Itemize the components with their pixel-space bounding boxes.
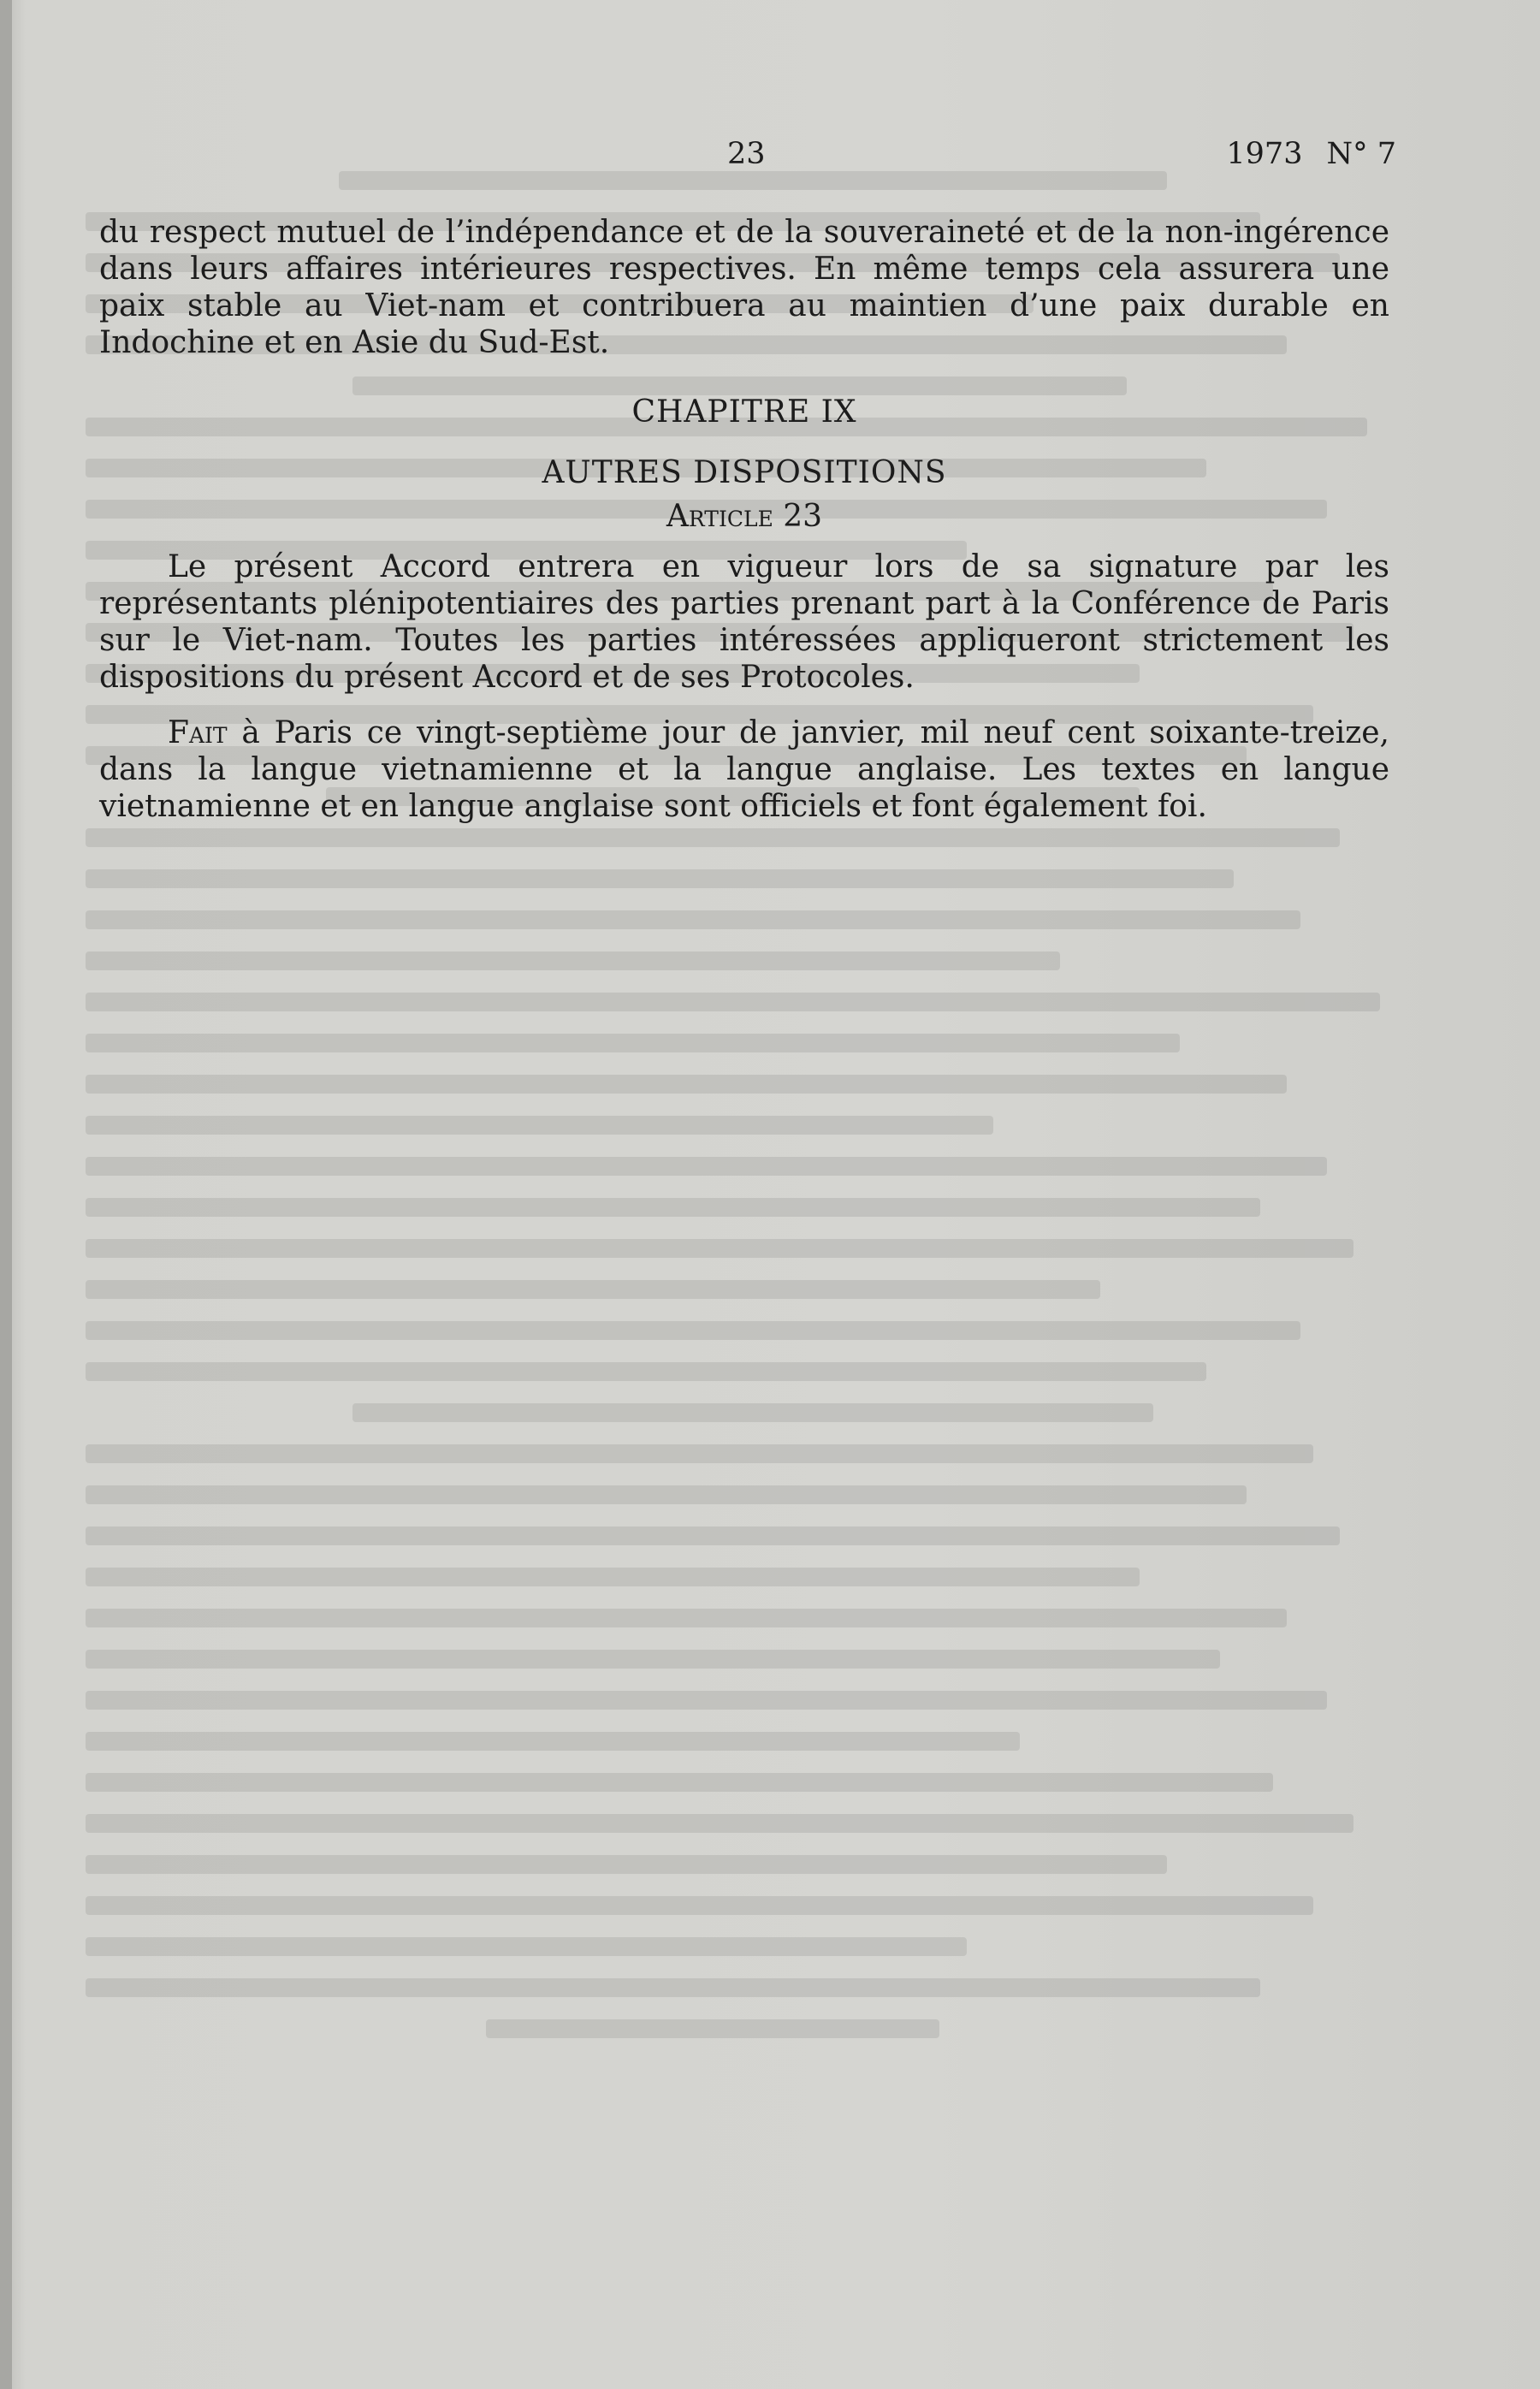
document-issue-number: N° 7: [1326, 137, 1396, 171]
closing-paragraph: [99, 714, 1389, 825]
article-paragraph: Le présent Accord entrera en vigueur lors de sa signature par les représentants plénipotentiaires des parties prenant part à la Conférence de Paris sur le Viet-nam. Toutes les parties intéressées appliqueront strictement les dispositions du présent Accord et de ses Protocoles.: [99, 549, 1389, 695]
page-content: [99, 214, 1389, 825]
document-reference: [1226, 137, 1396, 171]
chapter-subtitle: AUTRES DISPOSITIONS: [542, 455, 947, 490]
closing-text: à Paris ce vingt-septième jour de janvier, mil neuf cent soixante-treize, dans la langue vietnamienne et la langue anglaise. Les textes en langue vietnamienne et en langue anglaise sont officiels et font également foi.: [99, 715, 1389, 824]
document-year: 1973: [1226, 137, 1303, 171]
article-title: Article 23: [666, 499, 823, 534]
page-header: [0, 137, 1540, 180]
closing-lead-word: Fait: [168, 715, 228, 750]
page-number: 23: [727, 137, 766, 171]
chapter-title: CHAPITRE IX: [631, 394, 857, 430]
intro-paragraph: du respect mutuel de l’indépendance et de la souveraineté et de la non-ingérence dans leurs affaires intérieures respectives. En même temps cela assurera une paix stable au Viet-nam et contribuera au maintien d’une paix durable en Indochine et en Asie du Sud-Est.: [99, 215, 1389, 360]
binding-edge: [0, 0, 12, 2389]
